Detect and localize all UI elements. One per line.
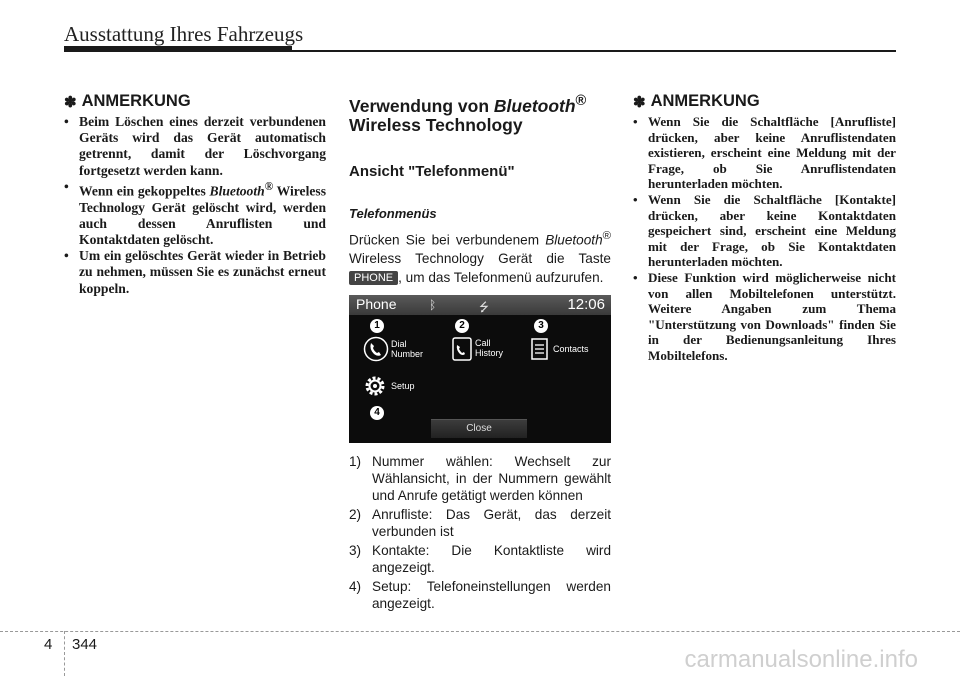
footer-divider [64, 631, 65, 676]
contacts-icon[interactable] [530, 337, 550, 361]
phone-menu-screenshot [349, 295, 611, 443]
list-item: • Diese Funktion wird möglicherweise nicht von allen Mobiltelefonen unterstützt. Weitere Angaben zum Thema "Unterstützung von Downloads" finden Sie in der Bedienungsanleitung Ihres Mobiltelefons. [633, 270, 896, 364]
badge-1: 1 [370, 319, 384, 333]
watermark: carmanualsonline.info [684, 646, 918, 673]
page-number: 344 [72, 636, 98, 653]
note-star-icon: ✽ [633, 93, 646, 111]
badge-2: 2 [455, 319, 469, 333]
left-column [64, 92, 326, 297]
list-item: • Beim Löschen eines derzeit verbundenen Geräts wird das Gerät automatisch getrennt, damit der Löschvorgang fortgesetzt werden kann. [64, 114, 326, 179]
dial-number-label[interactable]: Dial Number [391, 339, 424, 360]
subsection-title: Ansicht "Telefonmenü" [349, 162, 515, 180]
menu-explanation-list [349, 453, 611, 612]
call-history-icon[interactable] [451, 336, 473, 362]
badge-3: 3 [534, 319, 548, 333]
list-item: • Wenn Sie die Schaltfläche [Anrufliste] drücken, aber keine Anruflistendaten existieren, erscheint eine Meldung mit der Frage, ob Sie Anruflistendaten herunterladen möchten. [633, 114, 896, 192]
page-header-title: Ausstattung Ihres Fahrzeugs [64, 22, 304, 46]
note-heading-text: ANMERKUNG [81, 92, 191, 110]
note-list-right [633, 114, 896, 364]
note-heading-left [64, 92, 326, 111]
close-button[interactable]: Close [431, 419, 527, 438]
list-item: 2) Anrufliste: Das Gerät, das derzeit verbunden ist [349, 507, 611, 540]
phone-key-label: PHONE [349, 271, 398, 285]
list-item: • Um ein gelöschtes Gerät wieder in Betrieb zu nehmen, müssen Sie es zunächst erneut koppeln. [64, 248, 326, 297]
footer-rule [0, 631, 960, 632]
note-list-left [64, 114, 326, 297]
chapter-number: 4 [44, 636, 53, 653]
gear-icon[interactable] [362, 373, 388, 399]
middle-column [349, 92, 611, 614]
list-item: 1) Nummer wählen: Wechselt zur Wählansicht, in der Nummern gewählt und Anrufe getätigt werden können [349, 454, 611, 504]
call-history-label[interactable]: Call History [475, 338, 504, 359]
subsubsection-title: Telefonmenüs [349, 205, 437, 221]
list-item: 4) Setup: Telefoneinstellungen werden angezeigt. [349, 579, 611, 612]
badge-4: 4 [370, 406, 384, 420]
note-heading-text: ANMERKUNG [650, 92, 760, 110]
list-item: • Wenn ein gekoppeltes Bluetooth® Wireless Technology Gerät gelöscht wird, werden auch dessen Anruflisten und Kontaktdaten gelöscht. [64, 179, 326, 248]
list-item: 3) Kontakte: Die Kontaktliste wird angezeigt. [349, 543, 611, 576]
bluetooth-icon: ᛒ [429, 298, 437, 313]
header-rule [64, 50, 896, 52]
note-heading-right [633, 92, 896, 111]
intro-paragraph: Drücken Sie bei verbundenem Bluetooth® Wireless Technology Gerät die Taste PHONE , um das Telefonmenü aufzurufen. [349, 229, 611, 286]
screen-clock: 12:06 [567, 296, 605, 314]
dial-number-icon[interactable] [363, 336, 389, 362]
usb-icon: ⭍ [479, 300, 489, 315]
section-title: Verwendung von Bluetooth® Wireless Technology [349, 93, 587, 135]
contacts-label[interactable]: Contacts [553, 344, 589, 355]
setup-label[interactable]: Setup [391, 381, 415, 392]
screen-title: Phone [356, 296, 397, 313]
list-item: • Wenn Sie die Schaltfläche [Kontakte] drücken, aber keine Kontaktdaten gespeichert sind, erscheint eine Meldung mit der Frage, ob Sie Kontaktdaten herunterladen möchten. [633, 192, 896, 270]
note-star-icon: ✽ [64, 93, 77, 111]
right-column [633, 92, 896, 364]
